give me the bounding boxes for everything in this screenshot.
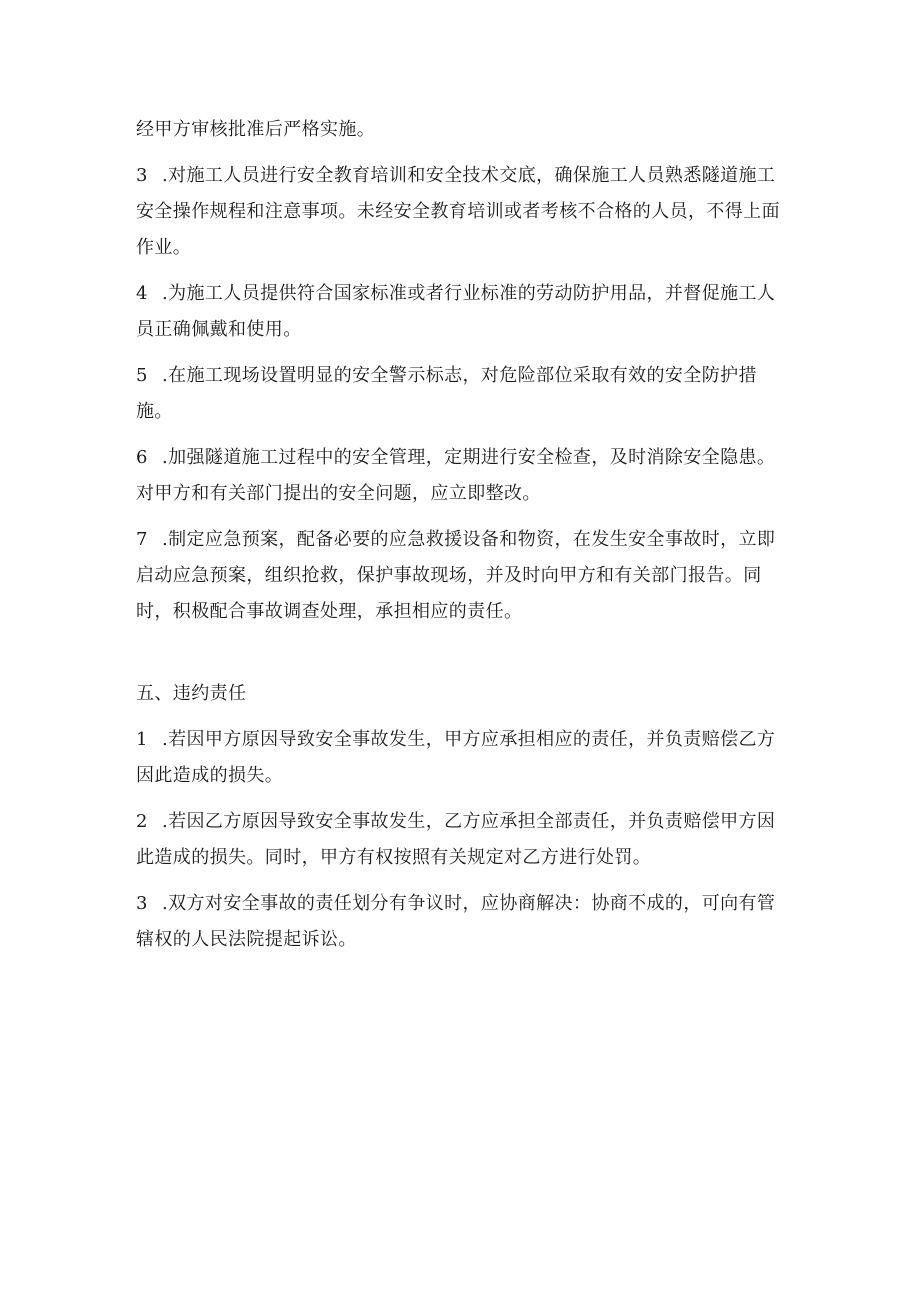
clause-item-4 — [136, 276, 786, 348]
clause-text: .双方对安全事故的责任划分有争议时，应协商解决：协商不成的，可向有管辖权的人民法院提起诉讼。 — [136, 893, 776, 950]
clause-item-5 — [136, 358, 786, 430]
liability-item-1 — [136, 722, 786, 794]
clause-item-6 — [136, 440, 786, 512]
clause-item-3 — [136, 158, 786, 266]
clause-number: 1 — [136, 729, 148, 750]
clause-text: .对施工人员进行安全教育培训和安全技术交底，确保施工人员熟悉隧道施工安全操作规程和注意事项。未经安全教育培训或者考核不合格的人员，不得上面作业。 — [136, 165, 780, 258]
clause-number: 6 — [136, 447, 148, 468]
clause-text: .制定应急预案，配备必要的应急救援设备和物资，在发生安全事故时，立即启动应急预案，组织抢救，保护事故现场，并及时向甲方和有关部门报告。同时，积极配合事故调查处理，承担相应的责任。 — [136, 529, 776, 622]
liability-item-2 — [136, 804, 786, 876]
section-heading: 五、违约责任 — [136, 683, 247, 704]
clause-text: .在施工现场设置明显的安全警示标志，对危险部位采取有效的安全防护措施。 — [136, 365, 757, 422]
clause-number: 3 — [136, 893, 148, 914]
clause-number: 7 — [136, 529, 148, 550]
clause-text: .为施工人员提供符合国家标准或者行业标准的劳动防护用品，并督促施工人员正确佩戴和使用。 — [136, 283, 776, 340]
continuation-paragraph: 经甲方审核批准后严格实施。 — [136, 119, 376, 140]
liability-item-3 — [136, 886, 786, 958]
clause-item-7 — [136, 522, 786, 630]
clause-text: .若因甲方原因导致安全事故发生，甲方应承担相应的责任，并负责赔偿乙方因此造成的损失。 — [136, 729, 776, 786]
section-spacer — [136, 640, 786, 676]
clause-number: 2 — [136, 811, 148, 832]
clause-number: 3 — [136, 165, 148, 186]
clause-number: 5 — [136, 365, 148, 386]
document-body — [136, 112, 786, 968]
clause-number: 4 — [136, 283, 148, 304]
clause-text: .加强隧道施工过程中的安全管理，定期进行安全检查，及时消除安全隐患。对甲方和有关部门提出的安全问题，应立即整改。 — [136, 447, 776, 504]
clause-text: .若因乙方原因导致安全事故发生，乙方应承担全部责任，并负责赔偿甲方因此造成的损失。同时，甲方有权按照有关规定对乙方进行处罚。 — [136, 811, 776, 868]
